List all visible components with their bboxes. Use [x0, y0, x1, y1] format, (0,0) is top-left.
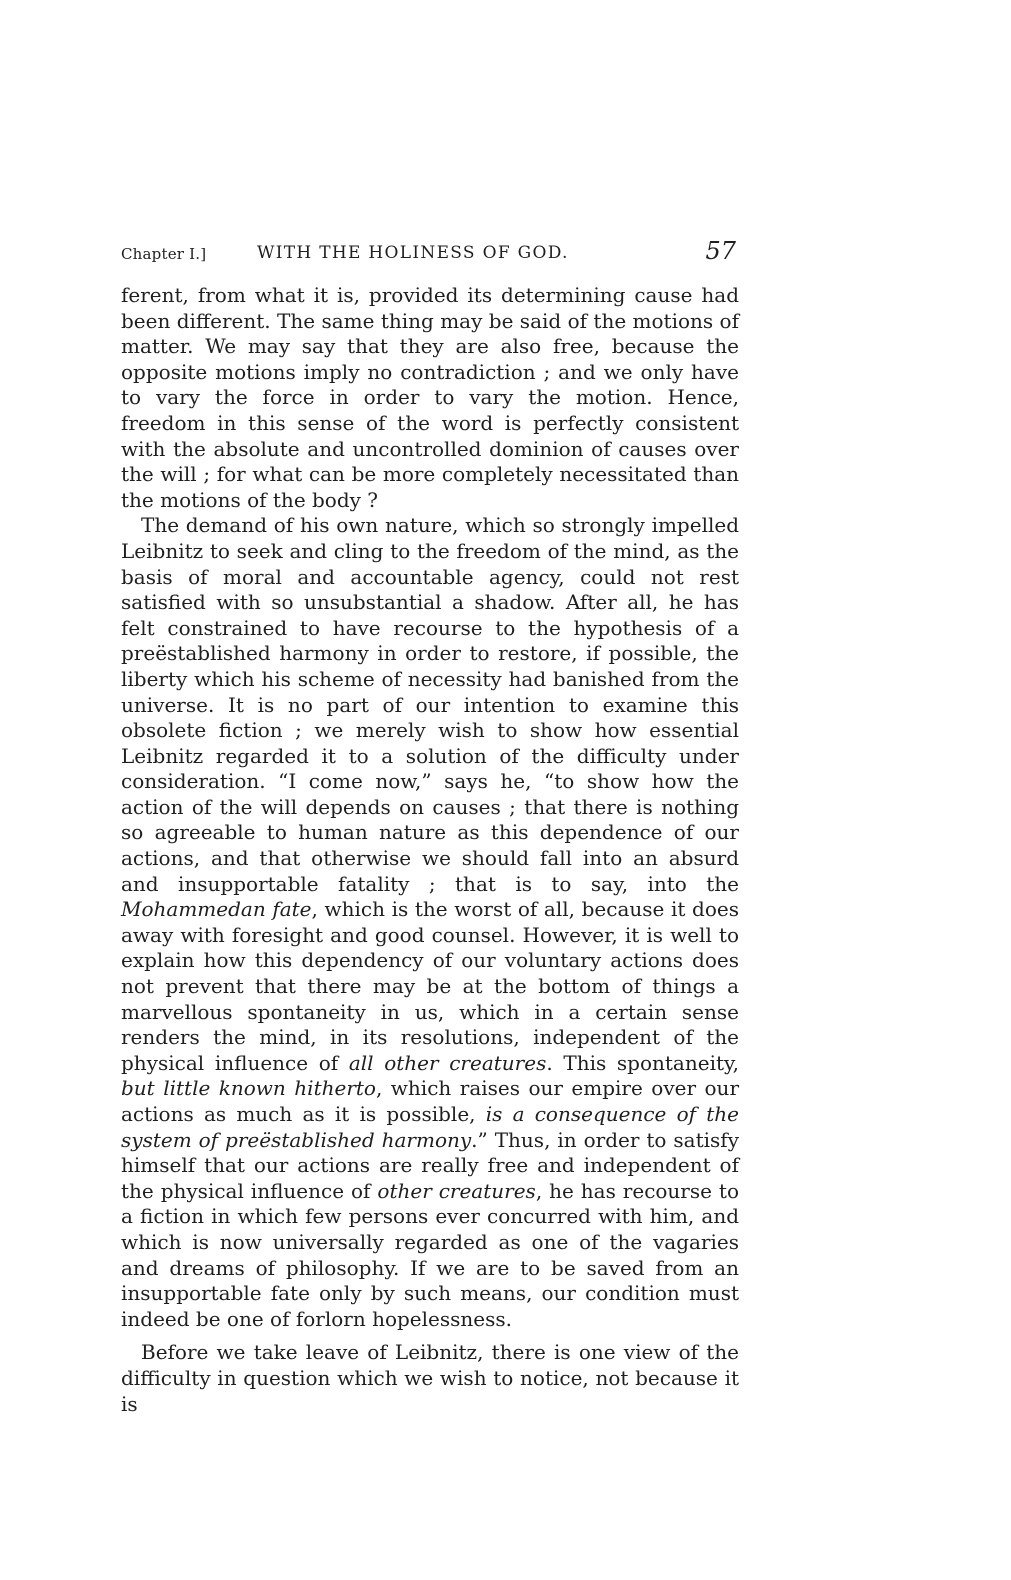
chapter-label: Chapter I.]: [121, 245, 207, 263]
italic-little-known: but little known hitherto: [121, 1076, 376, 1101]
paragraph-2-text-e: .” Thus, in order to satisfy himself that our actions are really free and independent of the physical influence of: [121, 1127, 739, 1203]
paragraph-1: ferent, from what it is, provided its determining cause had been different. The same thing may be said of the motions of matter. We may say that they are also free, because the opposite motions imply no contradiction ; and we only have to vary the force in order to vary the motion. Hence, freedom in this sense of the word is perfectly consistent with the absolute and uncontrolled dominion of causes over the will ; for what can be more completely necessitated than the motions of the body ?: [121, 283, 739, 512]
page-body: [121, 283, 739, 1417]
paragraph-2-text-d: , which raises our empire over our actions as much as it is possible,: [121, 1076, 739, 1126]
paragraph-3: Before we take leave of Leibnitz, there is one view of the difficulty in question which we wish to notice, not because it is: [121, 1340, 739, 1416]
paragraph-2-text-c: . This spontaneity,: [546, 1050, 739, 1075]
paragraph-2: [121, 513, 739, 1332]
running-title: WITH THE HOLINESS OF GOD.: [257, 243, 569, 263]
paragraph-2-text-b: , which is the worst of all, because it does away with foresight and good counsel. However, it is well to explain how this dependency of our voluntary actions does not prevent that there may be at the bottom of things a marvellous spontaneity in us, which in a certain sense renders the mind, in its resolutions, independent of the physical influence of: [121, 897, 739, 1075]
page-number: 57: [705, 237, 736, 265]
running-head: [121, 237, 736, 271]
italic-other-creatures: other creatures: [377, 1178, 536, 1203]
italic-preestablished-harmony: is a consequence of the system of preëstablished harmony: [121, 1102, 739, 1152]
paragraph-2-text-a: The demand of his own nature, which so strongly impelled Leibnitz to seek and cling to the freedom of the mind, as the basis of moral and accountable agency, could not rest satisfied with so unsubstantial a shadow. After all, he has felt constrained to have recourse to the hypothesis of a preëstablished harmony in order to restore, if possible, the liberty which his scheme of necessity had banished from the universe. It is no part of our intention to examine this obsolete fiction ; we merely wish to show how essential Leibnitz regarded it to a solution of the difficulty under consideration. “I come now,” says he, “to show how the action of the will depends on causes ; that there is nothing so agreeable to human nature as this dependence of our actions, and that otherwise we should fall into an absurd and insupportable fatality ; that is to say, into the: [121, 513, 739, 896]
italic-mohammedan-fate: Mohammedan fate: [121, 897, 312, 922]
italic-all-other-creatures: all other creatures: [348, 1050, 547, 1075]
paragraph-2-text-f: , he has recourse to a fiction in which few persons ever concurred with him, and which is now universally regarded as one of the vagaries and dreams of philosophy. If we are to be saved from an insupportable fate only by such means, our condition must indeed be one of forlorn hopelessness.: [121, 1178, 739, 1331]
